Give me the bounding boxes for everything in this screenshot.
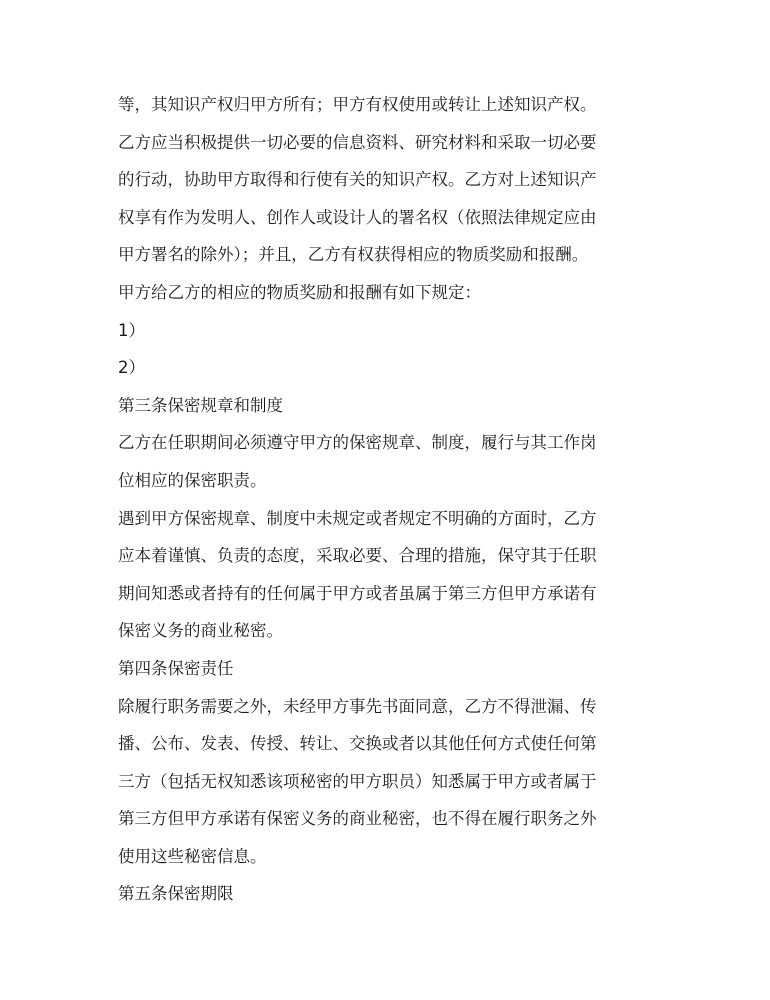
text-line: 甲方署名的除外）；并且，乙方有权获得相应的物质奖励和报酬。 [118,245,589,265]
list-item: 2） [118,358,145,378]
text-line: 的行动，协助甲方取得和行使有关的知识产权。乙方对上述知识产 [118,170,597,190]
text-line: 三方（包括无权知悉该项秘密的甲方职员）知悉属于甲方或者属于 [118,771,597,791]
text-line: 乙方在任职期间必须遵守甲方的保密规章、制度，履行与其工作岗 [118,433,597,453]
text-line: 应本着谨慎、负责的态度，采取必要、合理的措施，保守其于任职 [118,546,597,566]
text-line: 播、公布、发表、传授、转让、交换或者以其他任何方式使任何第 [118,734,597,754]
text-line: 甲方给乙方的相应的物质奖励和报酬有如下规定： [118,282,481,302]
text-line: 除履行职务需要之外，未经甲方事先书面同意，乙方不得泄漏、传 [118,696,597,716]
list-item: 1） [118,320,145,340]
text-line: 期间知悉或者持有的任何属于甲方或者虽属于第三方但甲方承诺有 [118,583,597,603]
text-line: 保密义务的商业秘密。 [118,621,283,641]
text-line: 使用这些秘密信息。 [118,846,267,866]
text-line: 权享有作为发明人、创作人或设计人的署名权（依照法律规定应由 [118,207,597,227]
text-line: 等，其知识产权归甲方所有；甲方有权使用或转让上述知识产权。 [118,95,597,114]
text-line: 第三方但甲方承诺有保密义务的商业秘密，也不得在履行职务之外 [118,809,597,829]
text-line: 乙方应当积极提供一切必要的信息资料、研究材料和采取一切必要 [118,132,597,152]
section-heading: 第四条保密责任 [118,658,234,678]
section-heading: 第三条保密规章和制度 [118,395,283,415]
text-line: 遇到甲方保密规章、制度中未规定或者规定不明确的方面时，乙方 [118,508,597,528]
document-body [118,86,648,913]
section-heading: 第五条保密期限 [118,884,234,904]
text-line: 位相应的保密职责。 [118,470,267,490]
